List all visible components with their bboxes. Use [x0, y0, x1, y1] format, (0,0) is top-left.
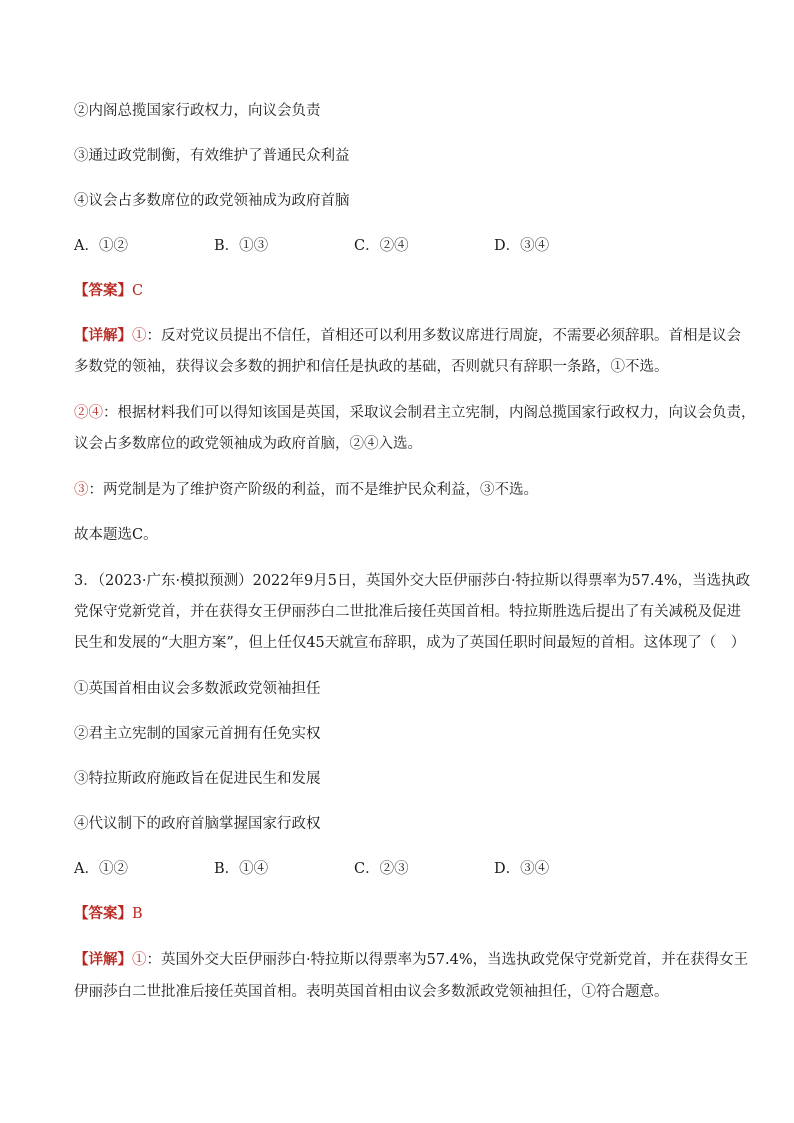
q3-statement-1: ①英国首相由议会多数派政党领袖担任	[74, 681, 321, 697]
detail-text: ：根据材料我们可以得知该国是英国，采取议会制君主立宪制，内阁总揽国家行政权力，向议会负责，	[103, 405, 756, 421]
detail-lead: ②④	[74, 405, 103, 421]
q2-statement-4: ④议会占多数席位的政党领袖成为政府首脑	[74, 193, 350, 209]
q3-stem-line-3: 民生和发展的“大胆方案”，但上任仅45天就宣布辞职，成为了英国任职时间最短的首相。这体现了（ ）	[74, 635, 746, 651]
q3-statement-2: ②君主立宪制的国家元首拥有任免实权	[74, 726, 321, 742]
answer-value: B	[132, 906, 143, 922]
q2-option-a: A．①②	[74, 238, 128, 254]
q3-stem-line-1: 3．（2023·广东·模拟预测）2022年9月5日，英国外交大臣伊丽莎白·特拉斯以得票率为57.4%，当选执政	[74, 573, 751, 589]
detail-lead: ①	[132, 328, 147, 344]
answer-tag: 【答案】	[74, 282, 132, 299]
q2-option-d: D．③④	[494, 238, 550, 254]
q2-detail-line-2: 多数党的领袖，获得议会多数的拥护和信任是执政的基础，否则就只有辞职一条路，①不选。	[74, 359, 669, 375]
answer-tag: 【答案】	[74, 905, 132, 922]
detail-tag: 【详解】	[74, 327, 132, 344]
q3-detail-line-2: 伊丽莎白二世批准后接任英国首相。表明英国首相由议会多数派政党领袖担任，①符合题意。	[74, 984, 669, 1000]
q3-statement-3: ③特拉斯政府施政旨在促进民生和发展	[74, 771, 321, 787]
q3-answer	[74, 904, 724, 924]
q2-detail-line-3	[74, 403, 756, 423]
q2-statement-3: ③通过政党制衡，有效维护了普通民众利益	[74, 148, 350, 164]
q3-statement-4: ④代议制下的政府首脑掌握国家行政权	[74, 816, 321, 832]
q3-detail-line-1	[74, 950, 749, 970]
q3-option-d: D．③④	[494, 861, 550, 877]
q3-options	[74, 859, 634, 879]
q2-conclusion: 故本题选C。	[74, 527, 158, 543]
q2-detail-line-5	[74, 480, 724, 500]
q3-stem-line-2: 党保守党新党首，并在获得女王伊丽莎白二世批准后接任英国首相。特拉斯胜选后提出了有关减税及促进	[74, 604, 741, 620]
q2-option-b: B．①③	[214, 238, 269, 254]
q2-options	[74, 236, 634, 256]
q2-option-c: C．②④	[354, 238, 409, 254]
detail-lead: ③	[74, 482, 89, 498]
q3-option-a: A．①②	[74, 861, 128, 877]
q2-detail-line-4: 议会占多数席位的政党领袖成为政府首脑，②④入选。	[74, 436, 422, 452]
detail-text: ：反对党议员提出不信任，首相还可以利用多数议席进行周旋，不需要必须辞职。首相是议会	[146, 328, 741, 344]
q3-option-c: C．②③	[354, 861, 409, 877]
detail-text: ：两党制是为了维护资产阶级的利益，而不是维护民众利益，③不选。	[88, 482, 538, 498]
q3-option-b: B．①④	[214, 861, 269, 877]
answer-value: C	[132, 283, 144, 299]
detail-text: ：英国外交大臣伊丽莎白·特拉斯以得票率为57.4%，当选执政党保守党新党首，并在获得女王	[146, 952, 749, 968]
q2-statement-2: ②内阁总揽国家行政权力，向议会负责	[74, 103, 321, 119]
detail-tag: 【详解】	[74, 951, 132, 968]
detail-lead: ①	[132, 952, 147, 968]
q2-detail-line-1	[74, 326, 741, 346]
q2-answer	[74, 281, 724, 301]
